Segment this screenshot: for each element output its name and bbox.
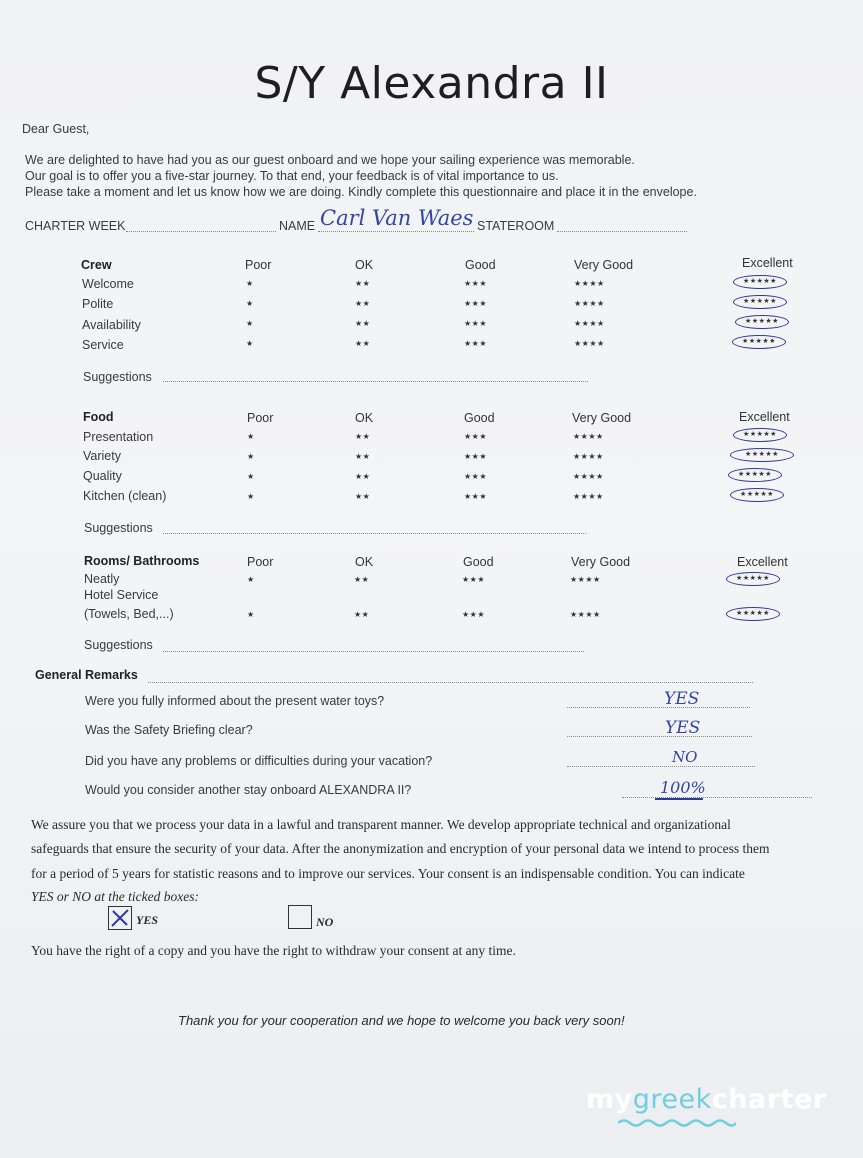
rating-excellent-circled[interactable] — [726, 607, 780, 621]
excellent-stars: ★★★★★ — [738, 471, 772, 478]
answer-line[interactable] — [567, 707, 750, 708]
row-label: Kitchen (clean) — [83, 489, 167, 503]
answer-underline — [655, 798, 703, 800]
rating-ok[interactable]: ★★ — [355, 472, 371, 481]
rating-very-good[interactable]: ★★★★ — [570, 575, 601, 584]
answer-another-stay: 100% — [660, 778, 706, 797]
brand-watermark — [586, 1084, 827, 1115]
document-title: S/Y Alexandra II — [254, 58, 609, 109]
consent-yes-label: YES — [136, 913, 159, 927]
rating-good[interactable]: ★★★ — [464, 492, 488, 501]
col-good: Good — [465, 258, 496, 272]
row-label: Presentation — [83, 430, 154, 444]
suggestions-field-crew[interactable] — [163, 381, 588, 382]
rating-ok[interactable]: ★★ — [355, 492, 371, 501]
answer-line[interactable] — [567, 736, 752, 737]
rating-excellent-circled[interactable] — [733, 295, 787, 309]
question-another-stay: Would you consider another stay onboard ALEXANDRA II? — [85, 783, 412, 797]
row-label: Polite — [82, 297, 114, 311]
rating-poor[interactable]: ★ — [247, 472, 255, 481]
row-label: Variety — [83, 449, 121, 463]
rating-excellent-circled[interactable] — [726, 572, 780, 586]
col-poor: Poor — [247, 555, 274, 569]
question-safety-briefing: Was the Safety Briefing clear? — [85, 723, 253, 737]
rating-very-good[interactable]: ★★★★ — [573, 432, 604, 441]
consent-yes-checkbox[interactable] — [108, 906, 132, 930]
general-remarks-field[interactable] — [148, 682, 753, 683]
charter-week-label: CHARTER WEEK — [25, 219, 126, 233]
col-very-good: Very Good — [572, 411, 632, 425]
rating-good[interactable]: ★★★ — [464, 319, 488, 328]
rating-excellent-circled[interactable] — [728, 468, 782, 482]
rights-statement: You have the right of a copy and you have the right to withdraw your consent at any time. — [31, 943, 516, 958]
suggestions-label: Suggestions — [83, 370, 152, 384]
row-label: (Towels, Bed,...) — [84, 607, 174, 621]
col-ok: OK — [355, 555, 374, 569]
consent-no-checkbox[interactable] — [288, 905, 312, 929]
intro-line-3: Please take a moment and let us know how we are doing. Kindly complete this questionnaire and place it in the envelope. — [25, 185, 697, 199]
rating-excellent-circled[interactable] — [733, 428, 787, 442]
rating-good[interactable]: ★★★ — [464, 279, 488, 288]
col-excellent: Excellent — [742, 256, 793, 270]
rating-ok[interactable]: ★★ — [354, 610, 370, 619]
charter-week-field[interactable] — [126, 231, 276, 232]
rating-very-good[interactable]: ★★★★ — [573, 492, 604, 501]
brand-part-charter: charter — [711, 1084, 827, 1115]
answer-problems: NO — [672, 748, 698, 766]
name-label: NAME — [279, 219, 316, 233]
rating-ok[interactable]: ★★ — [355, 452, 371, 461]
rating-ok[interactable]: ★★ — [355, 279, 371, 288]
row-label: Welcome — [82, 277, 134, 291]
rating-excellent-circled[interactable] — [732, 335, 786, 349]
rating-very-good[interactable]: ★★★★ — [574, 339, 605, 348]
section-title-rooms: Rooms/ Bathrooms — [84, 554, 200, 568]
rating-ok[interactable]: ★★ — [355, 319, 371, 328]
excellent-stars: ★★★★★ — [743, 298, 777, 305]
section-title-crew: Crew — [81, 258, 112, 272]
row-label: Hotel Service — [84, 588, 159, 602]
excellent-stars: ★★★★★ — [742, 338, 776, 345]
general-remarks-title: General Remarks — [35, 668, 138, 682]
stateroom-label: STATEROOM — [477, 219, 555, 233]
col-poor: Poor — [247, 411, 274, 425]
rating-poor[interactable]: ★ — [246, 279, 254, 288]
rating-poor[interactable]: ★ — [247, 452, 255, 461]
name-value: Carl Van Waes — [320, 206, 474, 230]
answer-safety-briefing: YES — [665, 718, 701, 738]
rating-very-good[interactable]: ★★★★ — [574, 299, 605, 308]
rating-poor[interactable]: ★ — [246, 299, 254, 308]
brand-part-my: my — [586, 1084, 633, 1115]
suggestions-label: Suggestions — [84, 521, 153, 535]
excellent-stars: ★★★★★ — [745, 451, 779, 458]
excellent-stars: ★★★★★ — [736, 610, 770, 617]
question-water-toys: Were you fully informed about the present water toys? — [85, 694, 385, 708]
rating-excellent-circled[interactable] — [730, 448, 794, 462]
rating-good[interactable]: ★★★ — [462, 575, 486, 584]
row-label: Availability — [82, 318, 141, 332]
col-ok: OK — [355, 258, 374, 272]
col-excellent: Excellent — [737, 555, 788, 569]
wave-icon — [618, 1118, 736, 1128]
suggestions-field-food[interactable] — [163, 533, 586, 534]
rating-good[interactable]: ★★★ — [464, 299, 488, 308]
col-poor: Poor — [245, 258, 272, 272]
rating-very-good[interactable]: ★★★★ — [574, 279, 605, 288]
excellent-stars: ★★★★★ — [743, 431, 777, 438]
question-problems: Did you have any problems or difficulties during your vacation? — [85, 754, 433, 768]
legal-line-4: YES or NO at the ticked boxes: — [31, 889, 199, 904]
row-label: Quality — [83, 469, 122, 483]
legal-line-2: safeguards that ensure the security of your data. After the anonymization and encryption of your personal data we intend to process them — [31, 841, 770, 856]
rating-very-good[interactable]: ★★★★ — [573, 452, 604, 461]
col-good: Good — [464, 411, 495, 425]
suggestions-label: Suggestions — [84, 638, 153, 652]
excellent-stars: ★★★★★ — [745, 318, 779, 325]
checkmark-icon — [109, 907, 131, 929]
rating-poor[interactable]: ★ — [246, 319, 254, 328]
col-good: Good — [463, 555, 494, 569]
intro-line-1: We are delighted to have had you as our guest onboard and we hope your sailing experience was memorable. — [25, 153, 635, 167]
rating-good[interactable]: ★★★ — [462, 610, 486, 619]
stateroom-field[interactable] — [557, 231, 687, 232]
answer-line[interactable] — [567, 766, 755, 767]
rating-ok[interactable]: ★★ — [355, 299, 371, 308]
intro-line-2: Our goal is to offer you a five-star journey. To that end, your feedback is of vital importance to us. — [25, 169, 559, 183]
excellent-stars: ★★★★★ — [743, 278, 777, 285]
rating-very-good[interactable]: ★★★★ — [574, 319, 605, 328]
consent-no-label: NO — [316, 915, 334, 929]
rating-poor[interactable]: ★ — [247, 610, 255, 619]
answer-water-toys: YES — [664, 689, 700, 709]
rating-very-good[interactable]: ★★★★ — [573, 472, 604, 481]
rating-excellent-circled[interactable] — [730, 488, 784, 502]
col-very-good: Very Good — [571, 555, 631, 569]
rating-good[interactable]: ★★★ — [464, 339, 488, 348]
brand-part-greek: greek — [632, 1084, 712, 1115]
greeting: Dear Guest, — [22, 122, 90, 136]
rating-poor[interactable]: ★ — [246, 339, 254, 348]
rating-ok[interactable]: ★★ — [355, 339, 371, 348]
legal-line-1: We assure you that we process your data in a lawful and transparent manner. We develop appropriate technical and organizational — [31, 817, 731, 832]
col-excellent: Excellent — [739, 410, 790, 424]
rating-poor[interactable]: ★ — [247, 492, 255, 501]
rating-good[interactable]: ★★★ — [464, 472, 488, 481]
rating-poor[interactable]: ★ — [247, 432, 255, 441]
name-field-line[interactable] — [318, 231, 474, 232]
rating-excellent-circled[interactable] — [735, 315, 789, 329]
rating-ok[interactable]: ★★ — [355, 432, 371, 441]
suggestions-field-rooms[interactable] — [163, 651, 584, 652]
col-very-good: Very Good — [574, 258, 634, 272]
rating-ok[interactable]: ★★ — [354, 575, 370, 584]
answer-line[interactable] — [622, 797, 812, 798]
thank-you-message: Thank you for your cooperation and we hope to welcome you back very soon! — [178, 1013, 625, 1028]
section-title-food: Food — [83, 410, 114, 424]
rating-poor[interactable]: ★ — [247, 575, 255, 584]
rating-excellent-circled[interactable] — [733, 275, 787, 289]
legal-line-3: for a period of 5 years for statistic reasons and to improve our services. Your consent is an indispensable condition. You can indicate — [31, 866, 745, 881]
row-label: Neatly — [84, 572, 120, 586]
col-ok: OK — [355, 411, 374, 425]
rating-good[interactable]: ★★★ — [464, 452, 488, 461]
excellent-stars: ★★★★★ — [740, 491, 774, 498]
excellent-stars: ★★★★★ — [736, 575, 770, 582]
rating-very-good[interactable]: ★★★★ — [570, 610, 601, 619]
row-label: Service — [82, 338, 124, 352]
rating-good[interactable]: ★★★ — [464, 432, 488, 441]
